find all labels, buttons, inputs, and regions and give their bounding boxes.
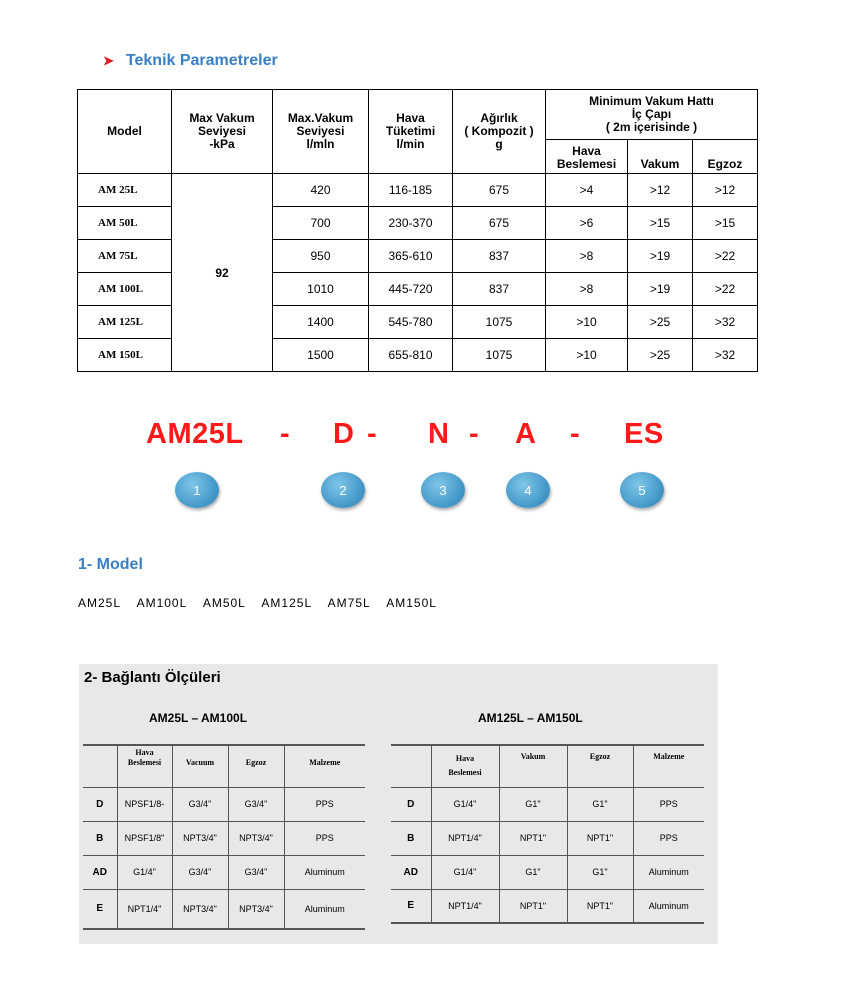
cell-air: 445-720 [369,273,453,306]
cell-air: 365-610 [369,240,453,273]
header-vacuum: Vakum [499,745,567,787]
header-max-vacuum-level: Max Vakum Seviyesi -kPa [172,90,273,174]
header-vacuum: Vacuum [172,745,228,787]
cell-vac: NPT3/4" [172,889,228,929]
technical-parameters-table [77,89,758,372]
cell-mat: Aluminum [633,889,704,923]
cell-feed: >8 [546,240,628,273]
cell-mat: Aluminum [284,889,365,929]
cell-exh: >22 [693,240,758,273]
code-part-model: AM25L [146,418,244,450]
table-row [83,787,365,821]
cell-vac: >25 [628,306,693,339]
table-row [391,821,704,855]
connection-table-right [391,744,704,924]
cell-vac: >25 [628,339,693,372]
header-material: Malzeme [284,745,365,787]
header-max-vacuum-flow: Max.Vakum Seviyesi l/mln [273,90,369,174]
cell-exh: NPT1" [567,821,633,855]
cell-mat: Aluminum [284,855,365,889]
right-table-title: AM125L – AM150L [478,711,583,725]
cell-exh: G3/4" [228,855,284,889]
cell-exh: >15 [693,207,758,240]
cell-vac: NPT3/4" [172,821,228,855]
header-model: Model [78,90,172,174]
header-blank [391,745,431,787]
cell-vac: NPT1" [499,889,567,923]
code-part-connection: D [333,418,355,450]
row-label: B [391,821,431,855]
cell-model: AM 50L [78,207,172,240]
header-air-feed: Hava Beslemesi [431,745,499,787]
number-badge-5: 5 [620,472,664,508]
number-badge-4: 4 [506,472,550,508]
cell-feed: NPSF1/8- [117,787,172,821]
cell-vac: >19 [628,273,693,306]
cell-vac: >19 [628,240,693,273]
cell-flow: 950 [273,240,369,273]
row-label: E [83,889,117,929]
header-vacuum: Vakum [628,140,693,174]
cell-feed: >10 [546,306,628,339]
cell-flow: 420 [273,174,369,207]
cell-flow: 1400 [273,306,369,339]
header-air-feed: Hava Beslemesi [546,140,628,174]
cell-air: 116-185 [369,174,453,207]
cell-mat: PPS [284,821,365,855]
header-air-consumption: Hava Tüketimi l/min [369,90,453,174]
table-row [391,889,704,923]
table-row [391,787,704,821]
cell-flow: 1500 [273,339,369,372]
cell-exh: G1" [567,855,633,889]
section-heading-technical [103,52,278,70]
header-material: Malzeme [633,745,704,787]
cell-weight: 1075 [453,339,546,372]
cell-model: AM 125L [78,306,172,339]
cell-vac: G3/4" [172,855,228,889]
cell-feed: NPSF1/8" [117,821,172,855]
header-air-feed: Hava Beslemesi [117,745,172,787]
table-row [391,855,704,889]
cell-max-vacuum-level: 92 [172,174,273,372]
cell-feed: >10 [546,339,628,372]
row-label: AD [391,855,431,889]
cell-feed: NPT1/4" [117,889,172,929]
cell-feed: >6 [546,207,628,240]
left-table-title: AM25L – AM100L [149,711,248,725]
header-blank [83,745,117,787]
cell-feed: G1/4" [431,787,499,821]
code-part-n: N [428,418,450,450]
cell-exh: >32 [693,339,758,372]
cell-vac: G3/4" [172,787,228,821]
cell-vac: >15 [628,207,693,240]
row-label: B [83,821,117,855]
table-row [78,174,758,207]
cell-feed: >8 [546,273,628,306]
header-exhaust: Egzoz [693,140,758,174]
cell-exh: >12 [693,174,758,207]
cell-mat: PPS [284,787,365,821]
cell-feed: G1/4" [431,855,499,889]
cell-exh: NPT3/4" [228,889,284,929]
row-label: E [391,889,431,923]
cell-mat: PPS [633,787,704,821]
cell-exh: NPT3/4" [228,821,284,855]
cell-exh: >32 [693,306,758,339]
cell-vac: >12 [628,174,693,207]
section-heading-label: Teknik Parametreler [125,52,278,69]
model-list: AM25L AM100L AM50L AM125L AM75L AM150L [78,596,437,610]
row-label: D [391,787,431,821]
model-heading: 1- Model [78,556,143,573]
cell-vac: G1" [499,787,567,821]
cell-exh: G1" [567,787,633,821]
code-part-es: ES [624,418,664,450]
cell-vac: NPT1" [499,821,567,855]
header-exhaust: Egzoz [567,745,633,787]
number-badge-1: 1 [175,472,219,508]
cell-mat: PPS [633,821,704,855]
cell-model: AM 150L [78,339,172,372]
cell-model: AM 75L [78,240,172,273]
cell-exh: G3/4" [228,787,284,821]
cell-feed: NPT1/4" [431,821,499,855]
cell-weight: 837 [453,273,546,306]
cell-model: AM 25L [78,174,172,207]
connection-table-left [83,744,365,930]
connection-heading: 2- Bağlantı Ölçüleri [84,669,221,686]
code-separator: - [367,418,378,450]
header-weight: Ağırlık ( Kompozit ) g [453,90,546,174]
cell-model: AM 100L [78,273,172,306]
cell-air: 230-370 [369,207,453,240]
cell-vac: G1" [499,855,567,889]
cell-weight: 675 [453,174,546,207]
table-row [83,889,365,929]
cell-weight: 837 [453,240,546,273]
code-separator: - [280,418,291,450]
code-separator: - [570,418,581,450]
cell-exh: NPT1" [567,889,633,923]
code-part-a: A [515,418,537,450]
cell-weight: 1075 [453,306,546,339]
cell-air: 655-810 [369,339,453,372]
row-label: AD [83,855,117,889]
number-badge-2: 2 [321,472,365,508]
cell-flow: 700 [273,207,369,240]
header-exhaust: Egzoz [228,745,284,787]
header-min-vacuum-line: Minimum Vakum Hattı İç Çapı ( 2m içerisinde ) [546,90,758,140]
cell-feed: G1/4" [117,855,172,889]
code-separator: - [469,418,480,450]
cell-weight: 675 [453,207,546,240]
cell-exh: >22 [693,273,758,306]
cell-flow: 1010 [273,273,369,306]
cell-air: 545-780 [369,306,453,339]
table-row [83,821,365,855]
cell-mat: Aluminum [633,855,704,889]
row-label: D [83,787,117,821]
table-row [83,855,365,889]
cell-feed: >4 [546,174,628,207]
cell-feed: NPT1/4" [431,889,499,923]
number-badge-3: 3 [421,472,465,508]
arrow-bullet-icon: ➤ [103,53,114,68]
